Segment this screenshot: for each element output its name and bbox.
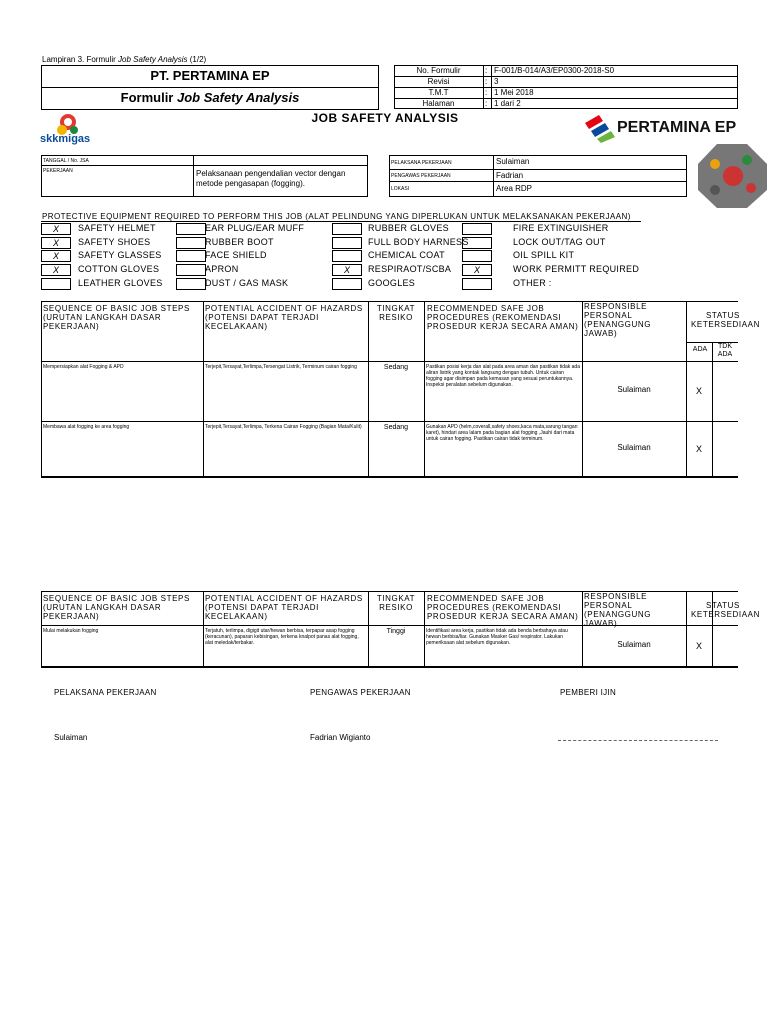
signature-pelaksana-label: PELAKSANA PEKERJAAN (54, 688, 157, 697)
document-title: JOB SAFETY ANALYSIS (311, 111, 459, 125)
col-header-procedures: RECOMMENDED SAFE JOB PROCEDURES (REKOMENDASI PROSEDUR KERJA SECARA AMAN) (427, 594, 579, 621)
col-header-hazards: POTENTIAL ACCIDENT OF HAZARDS (POTENSI DAPAT TERJADI KECELAKAAN) (205, 304, 363, 331)
meta-label: No. Formulir (416, 66, 461, 75)
ppe-item-label: GOOGLES (368, 278, 416, 288)
status-word-2: KETERSEDIAAN (691, 610, 760, 619)
job-step: Membawa alat fogging ke area fogging (43, 424, 130, 430)
risk-level: Tinggi (386, 628, 406, 635)
ppe-checkbox[interactable] (332, 223, 362, 235)
meta-colon: : (485, 77, 488, 86)
form-title-italic: Job Safety Analysis (176, 90, 300, 105)
tanggal-label: TANGGAL / No. JSA (43, 158, 89, 164)
ppe-heading: PROTECTIVE EQUIPMENT REQUIRED TO PERFORM THIS JOB (ALAT PELINDUNG YANG DIPERLUKAN UNTUK MELAKSANAKAN PEKERJAAN) (42, 212, 631, 221)
meta-colon: : (485, 99, 488, 108)
attachment-caption (42, 55, 206, 64)
ppe-checkbox[interactable] (462, 250, 492, 262)
ppe-item-label: OIL SPILL KIT (513, 250, 575, 260)
ppe-checkbox[interactable]: X (41, 264, 71, 276)
status-word: STATUS (706, 601, 740, 610)
ppe-item-label: SAFETY HELMET (78, 223, 156, 233)
col-header-responsible: RESPONSIBLE PERSONAL (PENANGGUNG JAWAB) (584, 302, 652, 338)
ppe-item-label: RESPIRAOT/SCBA (368, 264, 452, 274)
hazard-text: Terjepit,Tersayat,Terlimpa, Terkena Cairan Fogging (Bagian Mata/Kulit) (205, 424, 362, 430)
ppe-item-label: CHEMICAL COAT (368, 250, 445, 260)
signature-pelaksana-name: Sulaiman (54, 733, 88, 742)
ppe-checkbox[interactable] (176, 237, 206, 249)
ppe-checkbox[interactable]: X (41, 237, 71, 249)
col-header-procedures: RECOMMENDED SAFE JOB PROCEDURES (REKOMENDASI PROSEDUR KERJA SECARA AMAN) (427, 304, 579, 331)
pekerjaan-label: PEKERJAAN (43, 168, 73, 174)
risk-level: Sedang (383, 364, 409, 371)
ppe-item-label: EAR PLUG/EAR MUFF (205, 223, 305, 233)
ppe-checkbox[interactable] (462, 278, 492, 290)
safety-octagon-icon (697, 142, 768, 210)
meta-label: T.M.T (428, 88, 449, 97)
risk-level: Sedang (383, 424, 409, 431)
procedure-text: Pastikan posisi kerja dan alat pada area aman dan pastikan tidak ada aliran listrik yang kontak langsung dengan tubuh. Untuk cairan fogging agar disimpan pada kemasan yang sesuai peruntukannya. Inspeksi peralatan sebelum digunakan. (426, 364, 580, 388)
col-header-status (688, 311, 760, 329)
pelaksana-label: PELAKSANA PEKERJAAN (391, 160, 452, 166)
caption-suffix: (1/2) (187, 55, 207, 64)
signature-pengawas-name: Fadrian Wigianto (310, 733, 371, 742)
ppe-item-label: FULL BODY HARNESS (368, 237, 469, 247)
job-step: Mulai melakukan fogging (43, 628, 99, 634)
col-header-steps: SEQUENCE OF BASIC JOB STEPS (URUTAN LANGKAH DASAR PEKERJAAN) (43, 594, 190, 621)
signature-pemberi-label: PEMBERI IJIN (560, 688, 617, 697)
responsible-person: Sulaiman (617, 640, 651, 649)
ppe-item-label: SAFETY GLASSES (78, 250, 162, 260)
meta-label: Revisi (427, 77, 450, 86)
hazard-text: Terjepit,Tersayat,Terlimpa,Tersengat Listrik, Terminum cairan fogging (205, 364, 357, 370)
ppe-item-label: DUST / GAS MASK (205, 278, 289, 288)
ppe-item-label: RUBBER GLOVES (368, 223, 449, 233)
form-title (41, 90, 379, 105)
ppe-checkbox[interactable] (332, 237, 362, 249)
hazard-text: Terjatuh, terlimpa, digigit utar/hewan berbisa, terpapar asap fogging (keracunan), paparan kebisingan, terkena knalpot panas alat fogging, alat meledak/terbakar. (205, 628, 359, 646)
caption-italic: Job Safety Analysis (118, 55, 188, 64)
ppe-checkbox[interactable] (176, 223, 206, 235)
ppe-item-label: OTHER : (513, 278, 552, 288)
ppe-item-label: FACE SHIELD (205, 250, 267, 260)
col-header-steps: SEQUENCE OF BASIC JOB STEPS (URUTAN LANGKAH DASAR PEKERJAAN) (43, 304, 190, 331)
caption-prefix: Lampiran 3. Formulir (42, 55, 119, 64)
col-header-risk: TINGKAT RESIKO (376, 594, 416, 612)
procedure-text: Gunakan APD (helm,coverall,safety shoes,kaca mata,sarung tangan karet), hindari area lalam pada bagian alat fogging ,Jauhi dari mata untuk cairan fogging. Pastikan cairan tidak terminum. (426, 424, 578, 442)
status-ada-mark[interactable]: X (695, 641, 702, 651)
col-header-tdk-ada: TDK ADA (717, 343, 733, 358)
col-header-status (688, 601, 760, 619)
signature-pemberi-line (558, 740, 718, 741)
ppe-checkbox[interactable] (332, 278, 362, 290)
pertamina-logo-text: PERTAMINA EP (617, 119, 737, 136)
skkmigas-logo (40, 110, 110, 150)
procedure-text: Identifikasi area kerja, pastikan tidak ada benda berbahaya atau hewan berbisa/liar. Gunakan Masker Gas/ respirator. Lakukan pemeriksaan alat sebelum digunakan. (426, 628, 568, 646)
col-header-hazards: POTENTIAL ACCIDENT OF HAZARDS (POTENSI DAPAT TERJADI KECELAKAAN) (205, 594, 363, 621)
lokasi-label: LOKASI (391, 186, 410, 192)
ppe-checkbox[interactable] (462, 223, 492, 235)
col-header-risk: TINGKAT RESIKO (376, 304, 416, 322)
pengawas-value: Fadrian (496, 171, 524, 180)
meta-colon: : (485, 88, 488, 97)
ppe-item-label: LEATHER GLOVES (78, 278, 163, 288)
ppe-checkbox[interactable]: X (41, 250, 71, 262)
meta-value: 1 dari 2 (494, 99, 521, 108)
ppe-checkbox[interactable] (176, 264, 206, 276)
ppe-item-label: SAFETY SHOES (78, 237, 151, 247)
skkmigas-logo-text: skkmigas (40, 133, 91, 145)
company-name: PT. PERTAMINA EP (150, 68, 270, 83)
col-header-responsible: RESPONSIBLE PERSONAL (PENANGGUNG JAWAB) (584, 592, 652, 628)
ppe-checkbox[interactable] (462, 237, 492, 249)
ppe-checkbox[interactable]: X (462, 264, 492, 276)
responsible-person: Sulaiman (617, 443, 651, 452)
pelaksana-value: Sulaiman (496, 157, 530, 166)
responsible-person: Sulaiman (617, 385, 651, 394)
ppe-item-label: APRON (205, 264, 239, 274)
status-word-2: KETERSEDIAAN (691, 320, 760, 329)
form-title-prefix: Formulir (120, 90, 177, 105)
ppe-checkbox[interactable]: X (332, 264, 362, 276)
col-header-ada: ADA (692, 346, 708, 353)
ppe-item-label: LOCK OUT/TAG OUT (513, 237, 606, 247)
ppe-item-label: WORK PERMITT REQUIRED (513, 264, 640, 274)
pengawas-label: PENGAWAS PEKERJAAN (391, 173, 451, 179)
lokasi-value: Area RDP (496, 184, 533, 193)
status-ada-mark[interactable]: X (695, 444, 702, 454)
ppe-checkbox[interactable] (332, 250, 362, 262)
meta-colon: : (485, 66, 488, 75)
pertamina-logo (583, 113, 768, 145)
pekerjaan-value: Pelaksanaan pengendalian vector dengan metode pengasapan (fogging). (196, 169, 346, 188)
meta-label: Halaman (422, 99, 455, 108)
job-step: Mempersiapkan alat Fogging & APD (43, 364, 124, 370)
ppe-checkbox[interactable] (41, 278, 71, 290)
status-word: STATUS (706, 311, 740, 320)
ppe-item-label: RUBBER BOOT (205, 237, 274, 247)
ppe-item-label: COTTON GLOVES (78, 264, 160, 274)
status-ada-mark[interactable]: X (695, 386, 702, 396)
meta-value: 1 Mei 2018 (494, 88, 534, 97)
ppe-checkbox[interactable] (176, 278, 206, 290)
meta-value: 3 (494, 77, 499, 86)
ppe-checkbox[interactable] (176, 250, 206, 262)
meta-value: F-001/B-014/A3/EP0300-2018-S0 (494, 66, 615, 75)
signature-pengawas-label: PENGAWAS PEKERJAAN (310, 688, 411, 697)
ppe-checkbox[interactable]: X (41, 223, 71, 235)
ppe-item-label: FIRE EXTINGUISHER (513, 223, 609, 233)
